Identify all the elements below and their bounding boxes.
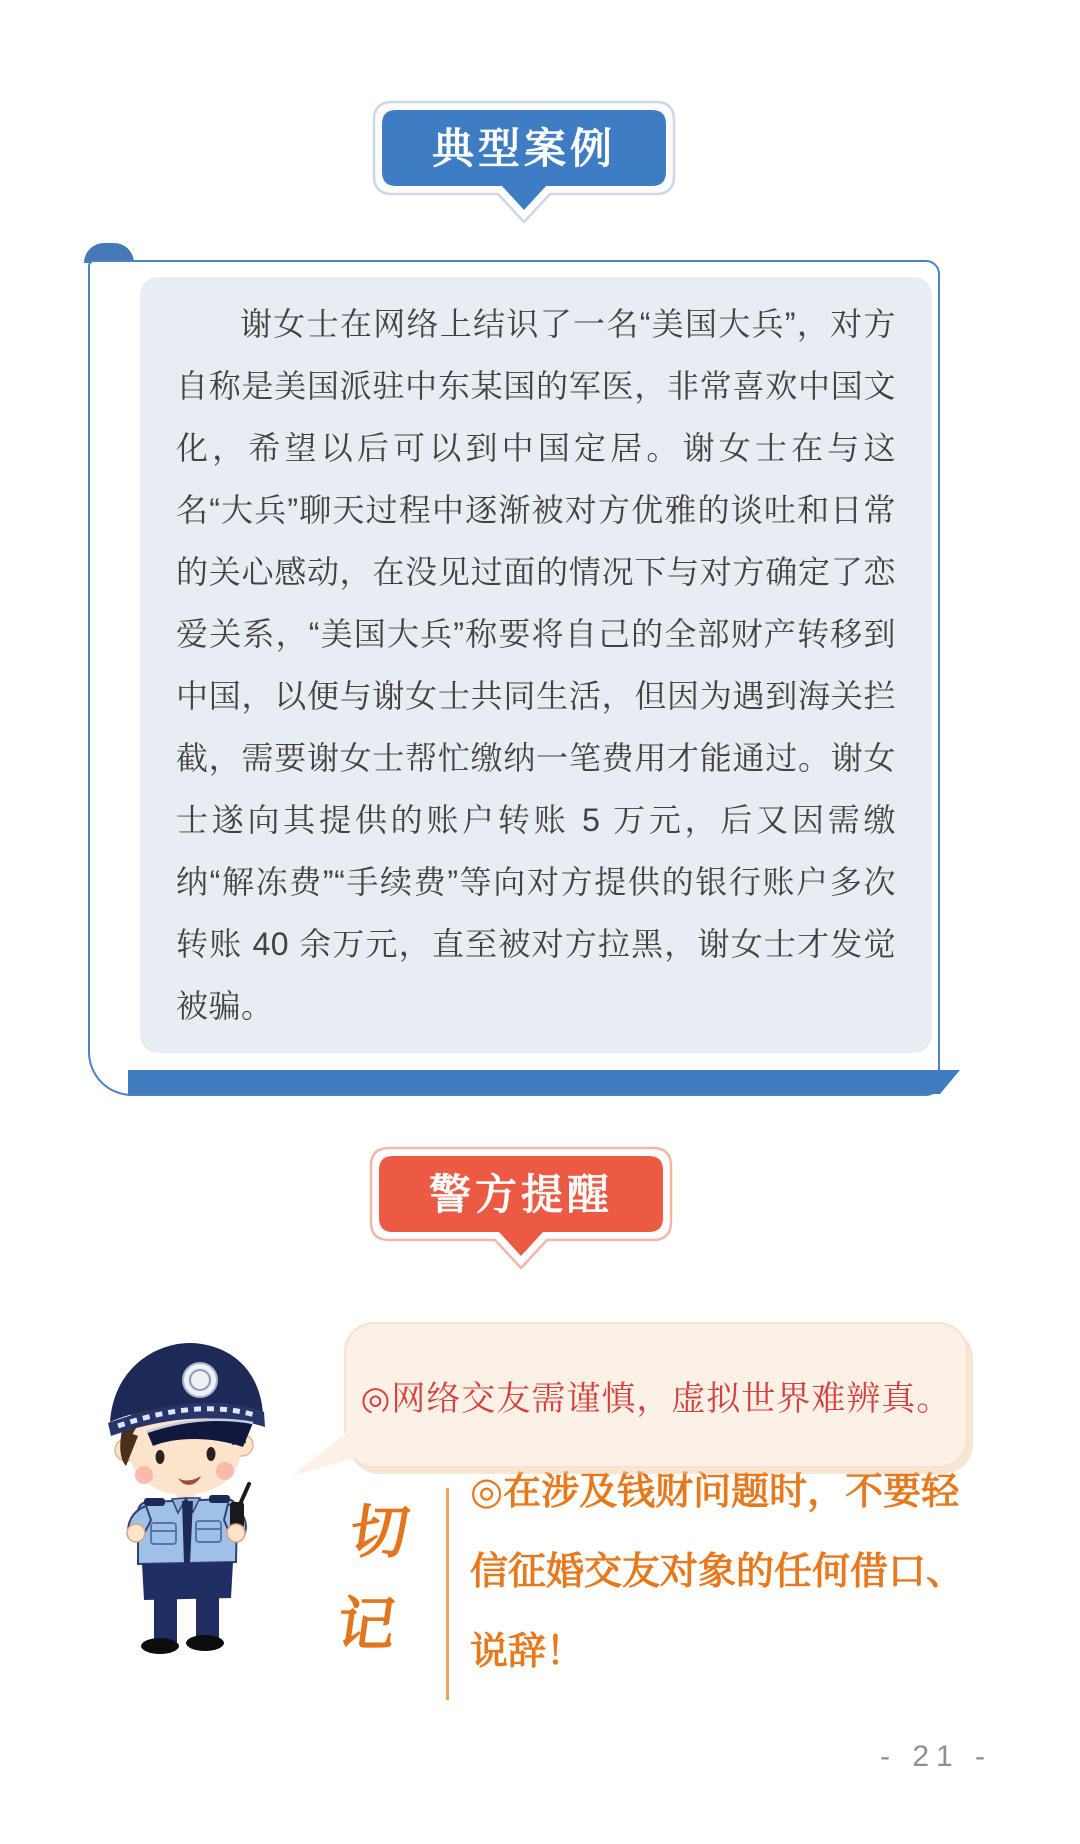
section-banner-police-reminder <box>361 1142 681 1278</box>
banner-title: 警方提醒 <box>428 1170 614 1219</box>
warning-text: ◎在涉及钱财问题时，不要轻信征婚交友对象的任何借口、说辞！ <box>470 1471 965 1673</box>
police-officer-illustration <box>92 1326 282 1661</box>
banner-title: 典型案例 <box>431 124 617 173</box>
card-bottom-ribbon <box>128 1070 960 1094</box>
police-tip-speech-bubble <box>344 1322 968 1468</box>
hat-badge-icon <box>183 1363 217 1397</box>
speech-bubble-tail <box>292 1404 384 1476</box>
page-number: - 21 - <box>880 1740 993 1773</box>
case-text-panel <box>140 277 932 1053</box>
police-tip-text: ◎网络交友需谨慎，虚拟世界难辨真。 <box>360 1379 952 1418</box>
case-paragraph: 谢女士在网络上结识了一名“美国大兵”，对方自称是美国派驻中东某国的军医，非常喜欢中国文化，希望以后可以到中国定居。谢女士在与这名“大兵”聊天过程中逐渐被对方优雅的谈吐和日常的关心感动，在没见过面的情况下与对方确定了恋爱关系，“美国大兵”称要将自己的全部财产转移到中国，以便与谢女士共同生活，但因为遇到海关拦截，需要谢女士帮忙缴纳一笔费用才能通过。谢女士遂向其提供的账户转账 5 万元，后又因需缴纳“解冻费”“手续费”等向对方提供的银行账户多次转账 40 余万元，直至被对方拉黑，谢女士才发觉被骗。 <box>176 306 896 1024</box>
section-banner-typical-case <box>364 96 684 232</box>
vertical-divider <box>446 1488 449 1700</box>
remember-calligraphy-label: 切记 <box>332 1498 414 1658</box>
officer-cartoon <box>108 1343 265 1654</box>
